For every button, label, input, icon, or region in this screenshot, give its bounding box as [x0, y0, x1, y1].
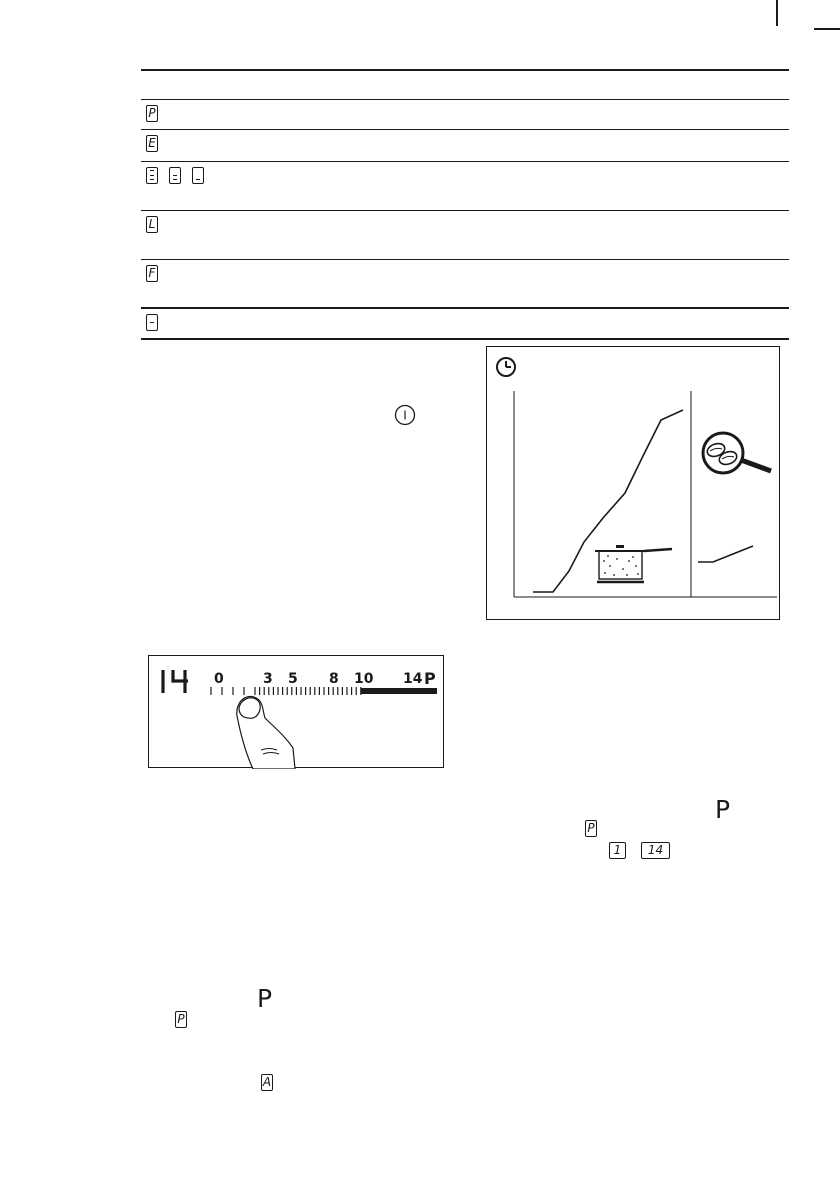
scale-label-0: 0 — [214, 671, 224, 687]
table-row — [146, 265, 158, 282]
table-row — [146, 135, 158, 152]
on-off-label: I — [403, 408, 407, 423]
display-p-icon: P — [585, 820, 597, 837]
heat-up-illustration — [486, 346, 780, 620]
control-panel-illustration — [148, 655, 444, 768]
display-two-bars-icon — [169, 167, 181, 184]
table-row — [146, 105, 158, 122]
display-f-icon: F — [146, 265, 158, 282]
display-p-icon: P — [146, 105, 158, 122]
display-e-icon: E — [146, 135, 158, 152]
p-letter-icon: P — [257, 984, 273, 1013]
display-p-icon: P — [175, 1011, 187, 1028]
scale-label-10: 10 — [354, 671, 374, 687]
timer-icon — [497, 358, 515, 376]
display-1-icon: 1 — [609, 842, 626, 859]
display-l-icon: L — [146, 216, 158, 233]
table-row — [146, 167, 204, 184]
scale-label-8: 8 — [329, 671, 339, 687]
slider-scale[interactable] — [149, 656, 445, 769]
scale-label-3: 3 — [263, 671, 273, 687]
display-14-icon: 14 — [641, 842, 670, 859]
heat-up-drawing — [487, 347, 781, 621]
pot-icon — [595, 545, 672, 582]
finger-icon — [237, 696, 295, 769]
scale-label-14: 14 — [403, 671, 423, 687]
crop-mark-right — [814, 28, 840, 30]
table-row — [146, 216, 158, 233]
display-one-bar-icon — [192, 167, 204, 184]
display-three-bars-icon — [146, 167, 158, 184]
slider-bar-filled — [361, 688, 437, 694]
on-off-icon — [394, 404, 416, 426]
display-a-icon: A — [262, 1075, 272, 1089]
p-letter-icon: P — [715, 795, 731, 824]
crop-mark-top — [776, 0, 778, 26]
frying-pan-icon — [703, 433, 771, 473]
display-dash-icon — [146, 314, 158, 331]
scale-label-p: P — [424, 669, 436, 688]
table-row — [146, 314, 158, 331]
keep-warm-curve — [698, 546, 753, 562]
scale-label-5: 5 — [288, 671, 298, 687]
